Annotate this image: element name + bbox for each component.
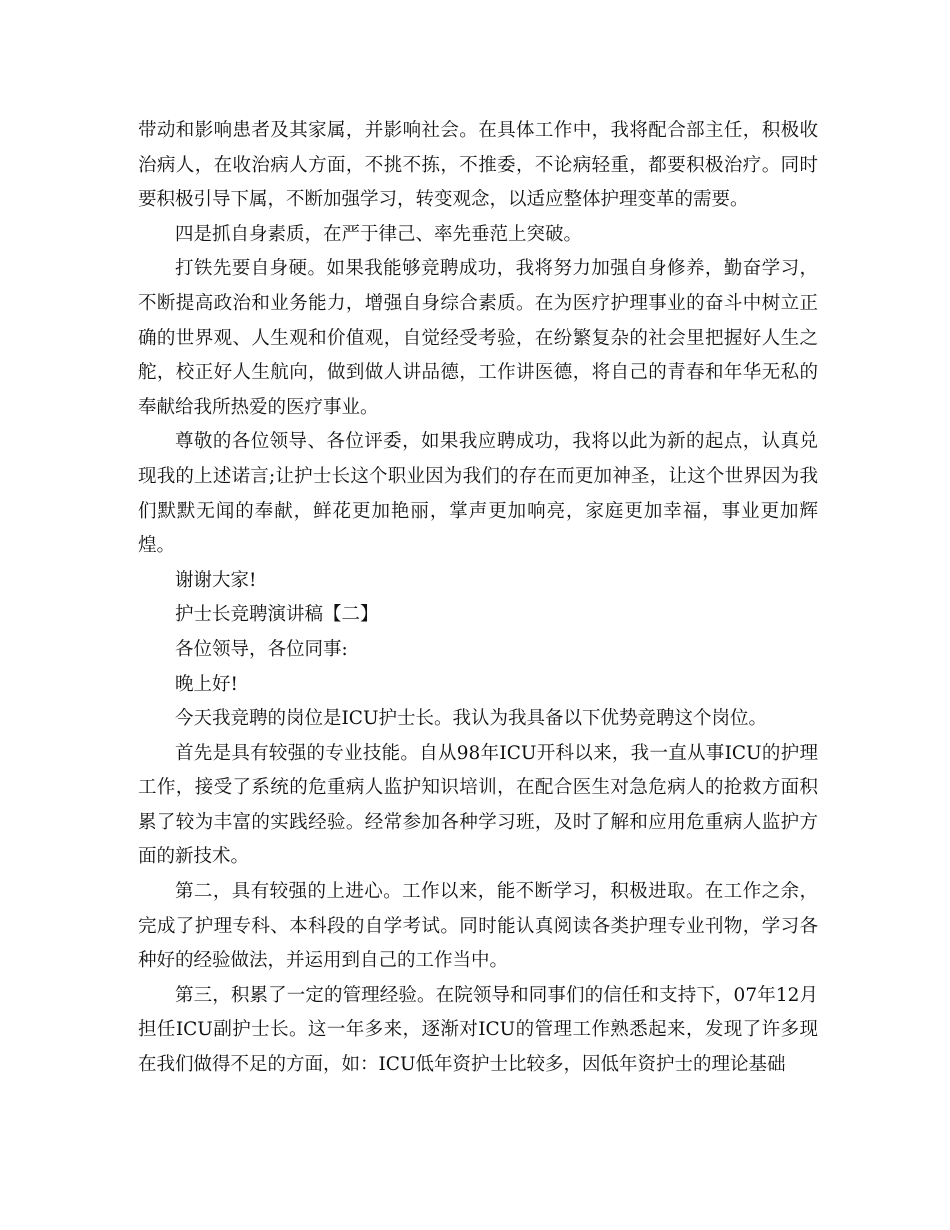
paragraph: 尊敬的各位领导、各位评委，如果我应聘成功，我将以此为新的起点，认真兑现我的上述诺言;让护士长这个职业因为我们的存在而更加神圣，让这个世界因为我们默默无闻的奉献，鲜花更加艳丽，掌声更加响亮，家庭更加幸福，事业更加辉煌。 (138, 431, 818, 557)
paragraph: 首先是具有较强的专业技能。自从98年ICU开科以来，我一直从事ICU的护理工作，接受了系统的危重病人监护知识培训，在配合医生对急危病人的抢救方面积累了较为丰富的实践经验。经常参加各种学习班，及时了解和应用危重病人监护方面的新技术。 (138, 742, 818, 868)
paragraph: 打铁先要自身硬。如果我能够竞聘成功，我将努力加强自身修养，勤奋学习，不断提高政治和业务能力，增强自身综合素质。在为医疗护理事业的奋斗中树立正确的世界观、人生观和价值观，自觉经受考验，在纷繁复杂的社会里把握好人生之舵，校正好人生航向，做到做人讲品德，工作讲医德，将自己的青春和年华无私的奉献给我所热爱的医疗事业。 (138, 258, 818, 418)
paragraph: 带动和影响患者及其家属，并影响社会。在具体工作中，我将配合部主任，积极收治病人，在收治病人方面，不挑不拣，不推委，不论病轻重，都要积极治疗。同时要积极引导下属，不断加强学习，转变观念，以适应整体护理变革的需要。 (138, 120, 818, 211)
paragraph: 第三，积累了一定的管理经验。在院领导和同事们的信任和支持下，07年12月担任ICU副护士长。这一年多来，逐渐对ICU的管理工作熟悉起来，发现了许多现在我们做得不足的方面，如：ICU低年资护士比较多，因低年资护士的理论基础 (138, 984, 818, 1076)
salutation: 各位领导，各位同事: (175, 638, 348, 660)
closing-line: 谢谢大家! (175, 569, 257, 591)
paragraph: 第二，具有较强的上进心。工作以来，能不断学习，积极进取。在工作之余，完成了护理专科、本科段的自学考试。同时能认真阅读各类护理专业刊物，学习各种好的经验做法，并运用到自己的工作当中。 (138, 881, 818, 972)
paragraph: 四是抓自身素质，在严于律己、率先垂范上突破。 (175, 223, 583, 245)
greeting: 晚上好! (175, 673, 238, 695)
section-title: 护士长竞聘演讲稿【二】 (175, 604, 379, 626)
paragraph: 今天我竞聘的岗位是ICU护士长。我认为我具备以下优势竞聘这个岗位。 (175, 708, 768, 730)
document-body (138, 114, 818, 1083)
